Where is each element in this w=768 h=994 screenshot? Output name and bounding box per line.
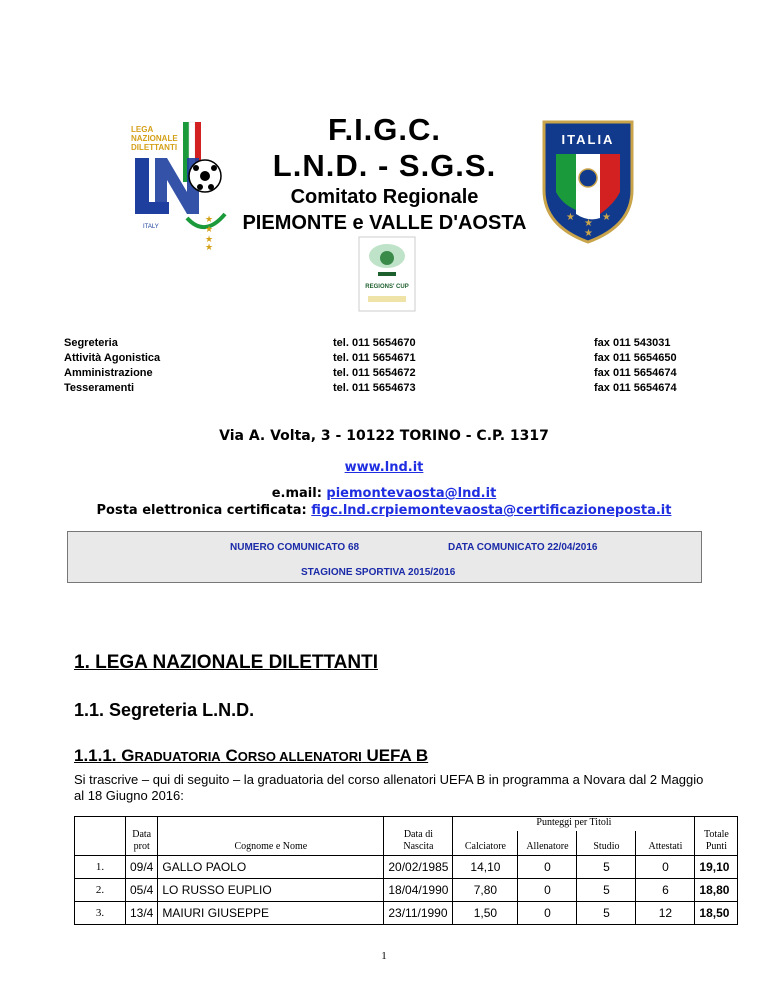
svg-text:★: ★	[584, 228, 593, 239]
row-calciatore: 7,80	[453, 879, 518, 902]
row-allenatore: 0	[518, 879, 577, 902]
regions-cup-text: REGIONS' CUP	[365, 284, 409, 290]
h3-g: G	[121, 746, 135, 765]
section-heading-2: 1.1. Segreteria L.N.D.	[74, 700, 255, 720]
row-totale: 18,80	[695, 879, 738, 902]
email-label: e.mail:	[271, 486, 322, 501]
header-index	[75, 817, 126, 856]
figc-title-line1: F.I.G.C.	[327, 112, 442, 147]
data-comunicato: DATA COMUNICATO 22/04/2016	[448, 542, 598, 553]
row-nome: GALLO PAOLO	[158, 856, 384, 879]
comunicato-info-box	[67, 531, 702, 583]
lnd-logo-text-1: LEGA	[131, 125, 154, 134]
comitato-line1: Comitato Regionale	[290, 186, 479, 208]
row-nome: LO RUSSO EUPLIO	[158, 879, 384, 902]
website-line	[0, 460, 768, 475]
row-nome: MAIURI GIUSEPPE	[158, 902, 384, 925]
table-row	[75, 902, 738, 925]
italia-shield-text: ITALIA	[561, 132, 615, 147]
department-label: Amministrazione	[64, 367, 153, 379]
section-heading-3	[74, 746, 428, 766]
svg-text:★: ★	[584, 218, 593, 229]
row-index: 2.	[75, 879, 126, 902]
lnd-logo	[125, 118, 237, 250]
phone-number: tel. 011 5654671	[333, 352, 416, 364]
svg-text:★: ★	[205, 224, 214, 234]
row-allenatore: 0	[518, 856, 577, 879]
h3-raduatoria: RADUATORIA	[134, 749, 221, 764]
fax-number: fax 011 5654650	[594, 352, 677, 364]
pec-link[interactable]: figc.lnd.crpiemontevaosta@certificazioneposta.it	[311, 503, 672, 518]
pec-label: Posta elettronica certificata:	[96, 503, 307, 518]
contact-faxes	[594, 336, 677, 396]
graduatoria-table	[74, 816, 738, 925]
phone-number: tel. 011 5654670	[333, 337, 416, 349]
h3-number: 1.1.1.	[74, 746, 117, 765]
header-nascita: Data di Nascita	[384, 817, 453, 856]
h3-c: C	[225, 746, 238, 765]
department-label: Attività Agonistica	[64, 352, 161, 364]
header-data-prot: Data prot	[126, 817, 158, 856]
header-attestati: Attestati	[636, 831, 695, 856]
intro-paragraph: Si trascrive – qui di seguito – la graduatoria del corso allenatori UEFA B in programma a Novara dal 2 Maggio al 18 Giugno 2016:	[74, 772, 704, 803]
email-line	[0, 486, 768, 501]
page-number: 1	[381, 950, 387, 962]
contact-departments	[64, 336, 160, 396]
row-prot: 13/4	[126, 902, 158, 925]
row-prot: 05/4	[126, 879, 158, 902]
row-nascita: 20/02/1985	[384, 856, 453, 879]
department-label: Tesseramenti	[64, 382, 135, 394]
lnd-logo-text-2: NAZIONALE	[131, 134, 178, 143]
figc-title-block	[237, 112, 532, 236]
stagione-sportiva: STAGIONE SPORTIVA 2015/2016	[301, 567, 456, 578]
svg-text:★: ★	[205, 242, 214, 250]
row-nascita: 23/11/1990	[384, 902, 453, 925]
address: Via A. Volta, 3 - 10122 TORINO - C.P. 1317	[219, 428, 549, 444]
header-nome: Cognome e Nome	[158, 817, 384, 856]
row-attestati: 12	[636, 902, 695, 925]
row-totale: 18,50	[695, 902, 738, 925]
fax-number: fax 011 5654674	[594, 382, 677, 394]
svg-text:★: ★	[205, 214, 214, 224]
row-studio: 5	[577, 879, 636, 902]
svg-text:★: ★	[205, 234, 214, 244]
row-index: 1.	[75, 856, 126, 879]
pec-line	[0, 503, 768, 518]
header-studio: Studio	[577, 831, 636, 856]
header-totale: Totale Punti	[695, 817, 738, 856]
row-prot: 09/4	[126, 856, 158, 879]
row-studio: 5	[577, 856, 636, 879]
h3-uefa: UEFA B	[366, 746, 429, 765]
phone-number: tel. 011 5654673	[333, 382, 416, 394]
fax-number: fax 011 543031	[594, 337, 671, 349]
row-nascita: 18/04/1990	[384, 879, 453, 902]
department-label: Segreteria	[64, 337, 118, 349]
header-allenatore: Allenatore	[518, 831, 577, 856]
fax-number: fax 011 5654674	[594, 367, 677, 379]
h3-orso: ORSO ALLENATORI	[237, 749, 362, 764]
figc-title-line2: L.N.D. - S.G.S.	[272, 148, 497, 183]
header-calciatore: Calciatore	[453, 831, 518, 856]
row-calciatore: 14,10	[453, 856, 518, 879]
row-attestati: 0	[636, 856, 695, 879]
row-totale: 19,10	[695, 856, 738, 879]
comitato-line2: PIEMONTE e VALLE D'AOSTA	[242, 212, 527, 234]
svg-text:★: ★	[566, 212, 575, 223]
row-attestati: 6	[636, 879, 695, 902]
contact-phones	[333, 336, 416, 396]
svg-text:★: ★	[602, 212, 611, 223]
section-heading-1: 1. LEGA NAZIONALE DILETTANTI	[74, 652, 378, 673]
email-link[interactable]: piemontevaosta@lnd.it	[326, 486, 497, 501]
website-link[interactable]: www.lnd.it	[344, 460, 424, 475]
row-studio: 5	[577, 902, 636, 925]
lnd-logo-text-3: DILETTANTI	[131, 143, 178, 152]
header-punteggi: Punteggi per Titoli	[453, 817, 695, 832]
row-calciatore: 1,50	[453, 902, 518, 925]
row-index: 3.	[75, 902, 126, 925]
lnd-logo-italy: ITALY	[143, 224, 159, 230]
phone-number: tel. 011 5654672	[333, 367, 416, 379]
numero-comunicato: NUMERO COMUNICATO 68	[230, 542, 360, 553]
table-row	[75, 856, 738, 879]
table-row	[75, 879, 738, 902]
italia-shield-logo	[540, 118, 636, 244]
row-allenatore: 0	[518, 902, 577, 925]
regions-cup-logo	[358, 236, 416, 312]
